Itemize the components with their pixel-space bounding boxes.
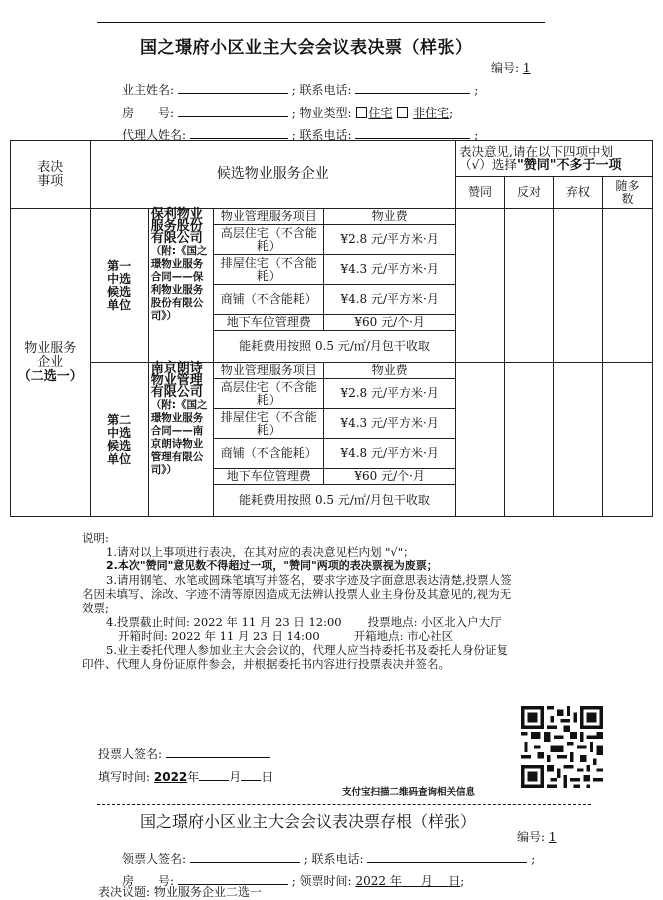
candidate-1-fee-header-fee: 物业费 bbox=[324, 209, 456, 225]
room-label: 房 号: bbox=[122, 106, 175, 120]
col-candidates-header: 候选物业服务企业 bbox=[90, 141, 455, 209]
residence-checkbox[interactable] bbox=[356, 107, 367, 118]
agent-phone-label: ; 联系电话: bbox=[291, 128, 352, 142]
col-abstain: 弃权 bbox=[553, 177, 602, 209]
owner-name-row: 业主姓名: ; 联系电话: ; bbox=[122, 83, 479, 97]
note-5: 5.业主委托代理人参加业主大会会议的，代理人应当持委托书及委托人身份证复 bbox=[106, 643, 508, 657]
candidate-1-rank: 第一中选候选单位 bbox=[90, 209, 148, 363]
qr-code-icon[interactable] bbox=[521, 706, 603, 788]
note-3-end: 效票; bbox=[82, 601, 109, 615]
stub-receiver-row: 领票人签名: ; 联系电话: ; bbox=[122, 852, 536, 866]
note-3: 3.请用钢笔、水笔或圆珠笔填写并签名，要求字迹及字面意思表达清楚,投票人签 bbox=[106, 573, 512, 587]
candidate-1-fee-value: ¥60 元/个·月 bbox=[324, 315, 456, 331]
room-row: 房 号: ; 物业类型: 住宅 非住宅; bbox=[122, 106, 454, 120]
residence-option: 住宅 bbox=[368, 106, 393, 120]
col-follow-majority: 随多数 bbox=[602, 177, 652, 209]
stub-room-label: 房 号: bbox=[122, 874, 175, 888]
fill-date-row: 填写时间: 2022年 月 日 bbox=[98, 770, 274, 784]
serial-number bbox=[491, 59, 531, 76]
agent-row: 代理人姓名: ; 联系电话: ; bbox=[122, 128, 479, 142]
candidate-1-fee-value: ¥2.8 元/平方米·月 bbox=[324, 225, 456, 255]
row-item-cell bbox=[11, 209, 91, 517]
serial-value: 1 bbox=[522, 61, 531, 75]
stub-serial-value: 1 bbox=[548, 830, 557, 844]
col-agree: 赞同 bbox=[455, 177, 504, 209]
stub-receiver-field[interactable] bbox=[190, 851, 300, 863]
vote-table bbox=[10, 140, 653, 517]
room-field[interactable] bbox=[178, 105, 288, 117]
candidate-1-oppose-cell[interactable] bbox=[504, 209, 553, 363]
stub-room-row: 房 号: ; 领票时间: 2022 年 月 日; bbox=[122, 874, 465, 888]
voter-signature-row bbox=[98, 745, 270, 762]
row-item-choice: （二选一） bbox=[17, 368, 83, 384]
stub-serial: 编号: 1 bbox=[517, 830, 557, 844]
candidate-1-follow-cell[interactable] bbox=[602, 209, 652, 363]
agent-name-field[interactable] bbox=[190, 127, 288, 139]
candidate-2-fee-value: ¥4.8 元/平方米·月 bbox=[324, 439, 456, 469]
candidate-2-fee-value: ¥4.3 元/平方米·月 bbox=[324, 409, 456, 439]
candidate-2-fee-header-fee: 物业费 bbox=[324, 363, 456, 379]
candidate-1-fee-value: ¥4.8 元/平方米·月 bbox=[324, 285, 456, 315]
row-item-label: 物业服务企业 bbox=[24, 340, 77, 370]
col-item-header: 表决事项 bbox=[11, 141, 91, 209]
non-residence-option: 非住宅 bbox=[413, 106, 450, 120]
fill-date-label: 填写时间: bbox=[98, 770, 151, 784]
stub-phone-label: ; 联系电话: bbox=[303, 852, 364, 866]
stub-year: 2022 年 月 日 bbox=[355, 874, 461, 888]
fill-date-day[interactable] bbox=[241, 769, 261, 781]
candidate-2-abstain-cell[interactable] bbox=[553, 363, 602, 517]
candidate-1-agree-cell[interactable] bbox=[455, 209, 504, 363]
voter-signature-label: 投票人签名: bbox=[98, 747, 163, 761]
property-type-label: ; 物业类型: bbox=[291, 106, 352, 120]
candidate-2-fee-item: 地下车位管理费 bbox=[214, 469, 324, 485]
candidate-1-fee-item: 地下车位管理费 bbox=[214, 315, 324, 331]
stub-title: 国之璟府小区业主大会会议表决票存根（样张） bbox=[140, 812, 477, 831]
candidate-1-fee-item: 排屋住宅（不含能耗） bbox=[214, 255, 324, 285]
stub-topic: 表决议题: 物业服务企业二选一 bbox=[98, 885, 262, 899]
fill-date-month[interactable] bbox=[199, 769, 229, 781]
owner-phone-label: ; 联系电话: bbox=[291, 83, 352, 97]
agent-name-label: 代理人姓名: bbox=[122, 128, 187, 142]
note-2: 2.本次"赞同"意见数不得超过一项，"赞同"两项的表决票视为废票； bbox=[106, 559, 438, 572]
owner-name-field[interactable] bbox=[178, 82, 288, 94]
candidate-2-follow-cell[interactable] bbox=[602, 363, 652, 517]
notes-block bbox=[84, 531, 624, 671]
candidate-1-fee-item: 商铺（不含能耗） bbox=[214, 285, 324, 315]
owner-name-label: 业主姓名: bbox=[122, 83, 175, 97]
ballot-title: 国之璟府小区业主大会会议表决票（样张） bbox=[140, 38, 473, 58]
candidate-2-agree-cell[interactable] bbox=[455, 363, 504, 517]
col-oppose: 反对 bbox=[504, 177, 553, 209]
candidate-1-fee-item: 高层住宅（不含能耗） bbox=[214, 225, 324, 255]
candidate-1-energy: 能耗费用按照 0.5 元/㎡/月包干收取 bbox=[214, 331, 456, 363]
note-3-cont: 名因未填写、涂改、字迹不清等原因造成无法辨认投票人业主身份及其意见的,视为无 bbox=[82, 587, 512, 601]
candidate-2-company: 南京朗诗物业管理有限公司 （附:《国之璟物业服务合同——南京朗诗物业管理有限公司》） bbox=[148, 363, 213, 517]
candidate-1-fee-header-item: 物业管理服务项目 bbox=[214, 209, 324, 225]
note-4: 4.投票截止时间: 2022 年 11 月 23 日 12:00 投票地点: 小区北入户大厅 bbox=[106, 615, 502, 629]
non-residence-checkbox[interactable] bbox=[397, 107, 408, 118]
agent-phone-field[interactable] bbox=[355, 127, 470, 139]
notes-heading: 说明: bbox=[82, 531, 109, 545]
serial-label: 编号: bbox=[491, 61, 520, 75]
candidate-2-oppose-cell[interactable] bbox=[504, 363, 553, 517]
candidate-2-fee-item: 商铺（不含能耗） bbox=[214, 439, 324, 469]
candidate-1-abstain-cell[interactable] bbox=[553, 209, 602, 363]
opinion-header: 表决意见,请在以下四项中划 （√）选择"赞同"不多于一项 bbox=[455, 141, 652, 177]
candidate-2-fee-item: 高层住宅（不含能耗） bbox=[214, 379, 324, 409]
candidate-2-fee-header-item: 物业管理服务项目 bbox=[214, 363, 324, 379]
candidate-1-fee-value: ¥4.3 元/平方米·月 bbox=[324, 255, 456, 285]
top-rule bbox=[97, 22, 545, 23]
candidate-2-fee-value: ¥60 元/个·月 bbox=[324, 469, 456, 485]
candidate-2-energy: 能耗费用按照 0.5 元/㎡/月包干收取 bbox=[214, 485, 456, 517]
cut-line bbox=[97, 804, 591, 805]
candidate-2-rank: 第二中选候选单位 bbox=[90, 363, 148, 517]
candidate-1-company: 保利物业服务股份有限公司 （附:《国之璟物业服务合同——保利物业服务股份有限公司》） bbox=[148, 209, 213, 363]
stub-receiver-label: 领票人签名: bbox=[122, 852, 187, 866]
fill-date-year: 2022 bbox=[153, 770, 188, 784]
note-4-open: 开箱时间: 2022 年 11 月 23 日 14:00 开箱地点: 市心社区 bbox=[118, 629, 454, 643]
qr-caption: 支付宝扫描二维码查询相关信息 bbox=[342, 787, 476, 798]
note-1: 1.请对以上事项进行表决，在其对应的表决意见栏内划 "√"； bbox=[106, 545, 415, 559]
owner-phone-field[interactable] bbox=[355, 82, 470, 94]
candidate-2-fee-item: 排屋住宅（不含能耗） bbox=[214, 409, 324, 439]
voter-signature-field[interactable] bbox=[166, 746, 270, 758]
stub-phone-field[interactable] bbox=[367, 851, 527, 863]
stub-time-label: ; 领票时间: bbox=[291, 874, 352, 888]
candidate-2-fee-value: ¥2.8 元/平方米·月 bbox=[324, 379, 456, 409]
note-5-cont: 印件、代理人身份证原件参会，并根据委托书内容进行投票表决并签名。 bbox=[82, 657, 450, 671]
